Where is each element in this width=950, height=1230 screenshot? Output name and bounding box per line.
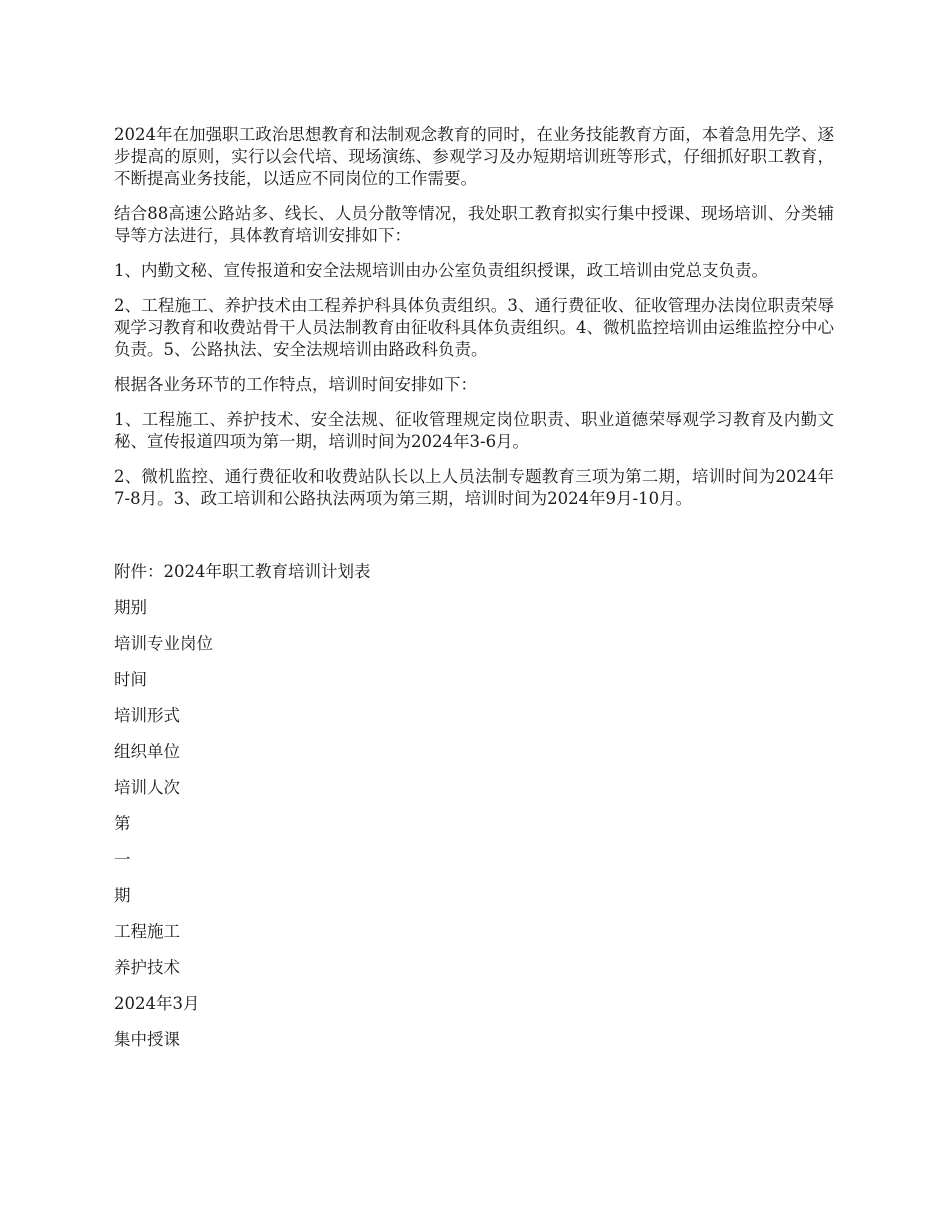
table-cell-position-2: 养护技术 (114, 958, 180, 977)
table-header-time: 时间 (114, 670, 147, 689)
table-cell-form: 集中授课 (114, 1030, 180, 1049)
item-2-5-paragraph: 2、工程施工、养护技术由工程养护科具体负责组织。3、通行费征收、征收管理办法岗位职责荣辱观学习教育和收费站骨干人员法制教育由征收科具体负责组织。4、微机监控培训由运维监控分中心负责。5、公路执法、安全法规培训由路政科负责。 (114, 296, 834, 359)
table-cell-phase-char-3: 期 (114, 886, 131, 905)
table-header-phase: 期别 (114, 598, 147, 617)
attachment-title: 附件：2024年职工教育培训计划表 (114, 562, 371, 581)
phase-1-paragraph: 1、工程施工、养护技术、安全法规、征收管理规定岗位职责、职业道德荣辱观学习教育及内勤文秘、宣传报道四项为第一期，培训时间为2024年3-6月。 (114, 410, 834, 451)
table-header-count: 培训人次 (114, 778, 180, 797)
table-header-form: 培训形式 (114, 706, 180, 725)
table-cell-phase-char-1: 第 (114, 814, 131, 833)
intro-paragraph: 2024年在加强职工政治思想教育和法制观念教育的同时，在业务技能教育方面，本着急用先学、逐步提高的原则，实行以会代培、现场演练、参观学习及办短期培训班等形式，仔细抓好职工教育，不断提高业务技能，以适应不同岗位的工作需要。 (114, 125, 834, 188)
table-header-organizer: 组织单位 (114, 742, 180, 761)
table-header-position: 培训专业岗位 (114, 634, 213, 653)
table-cell-time: 2024年3月 (114, 994, 200, 1013)
item-1-paragraph: 1、内勤文秘、宣传报道和安全法规培训由办公室负责组织授课，政工培训由党总支负责。 (114, 261, 768, 280)
phase-2-3-paragraph: 2、微机监控、通行费征收和收费站队长以上人员法制专题教育三项为第二期，培训时间为2024年7-8月。3、政工培训和公路执法两项为第三期，培训时间为2024年9月-10月。 (114, 467, 834, 508)
table-cell-position-1: 工程施工 (114, 922, 180, 941)
method-paragraph: 结合88高速公路站多、线长、人员分散等情况，我处职工教育拟实行集中授课、现场培训、分类辅导等方法进行，具体教育培训安排如下： (114, 204, 834, 245)
section-gap (114, 523, 834, 561)
document-page (114, 124, 834, 1065)
table-cell-phase-char-2: 一 (114, 850, 131, 869)
schedule-intro-paragraph: 根据各业务环节的工作特点，培训时间安排如下： (114, 375, 477, 394)
